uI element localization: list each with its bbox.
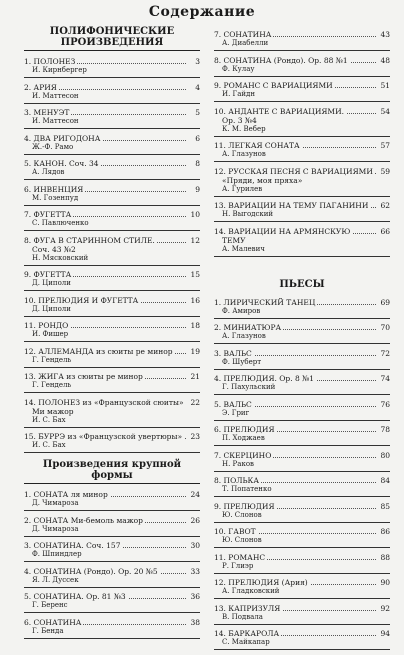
entry-divider bbox=[214, 101, 390, 102]
entry-title: 8. ФУГА В СТАРИННОМ СТИЛЕ. bbox=[24, 235, 155, 245]
entry-title-line bbox=[214, 81, 390, 90]
toc-entry bbox=[214, 527, 390, 548]
entry-page-number: 8 bbox=[195, 159, 200, 168]
entry-composer: Ф. Шуберт bbox=[222, 357, 262, 366]
entry-title: 9. ПРЕЛЮДИЯ bbox=[214, 501, 275, 511]
toc-entry bbox=[24, 490, 200, 511]
entry-page-number: 59 bbox=[380, 166, 390, 176]
toc-entry bbox=[214, 476, 390, 497]
entry-title-line bbox=[24, 270, 200, 279]
toc-entry bbox=[214, 30, 390, 51]
entry-title: 8. СОНАТИНА (Рондо). Op. 88 №1 bbox=[214, 55, 348, 65]
toc-entry bbox=[24, 210, 200, 231]
entry-page-number: 94 bbox=[380, 629, 390, 638]
entry-title: 5. СОНАТИНА. Ор. 81 №3 bbox=[24, 592, 126, 601]
entry-title-line bbox=[214, 502, 390, 511]
entry-title-line bbox=[214, 141, 390, 150]
entry-title-line bbox=[24, 296, 200, 305]
entry-divider bbox=[214, 50, 390, 51]
entry-composer: Г. Гендель bbox=[32, 355, 72, 364]
entry-title: 4. ПРЕЛЮДИЯ. Ор. 8 №1 bbox=[214, 374, 315, 383]
entry-divider bbox=[24, 452, 200, 453]
entry-title-line bbox=[214, 578, 390, 587]
entry-subtitle: Ор. 3 №4 bbox=[222, 115, 257, 125]
toc-entry bbox=[24, 618, 200, 639]
entry-title-line bbox=[214, 349, 390, 358]
entry-composer: И. Маттесон bbox=[32, 91, 79, 100]
entry-divider bbox=[24, 230, 200, 231]
entry-page-number: 3 bbox=[195, 57, 200, 66]
entry-page-number: 88 bbox=[380, 552, 390, 562]
entry-title-line bbox=[214, 629, 390, 638]
entry-title: 11. РОНДО bbox=[24, 321, 69, 330]
entry-title: 5. ВАЛЬС bbox=[214, 399, 252, 409]
entry-divider bbox=[24, 612, 200, 613]
section-heading-large-form: Произведения крупной формы bbox=[24, 459, 200, 484]
entry-divider bbox=[214, 445, 390, 446]
entry-divider bbox=[214, 196, 390, 197]
entry-composer: Г. Беренс bbox=[32, 601, 68, 609]
entry-title: 10. АНДАНТЕ С ВАРИАЦИЯМИ. bbox=[214, 106, 345, 116]
entry-composer: А. Малевич bbox=[222, 244, 265, 253]
entry-title-line bbox=[214, 604, 390, 613]
toc-entry bbox=[24, 83, 200, 104]
right-column bbox=[214, 30, 390, 655]
entry-composer: Д. Циполи bbox=[32, 304, 71, 313]
entry-title-line bbox=[214, 476, 390, 485]
entry-page-number: 72 bbox=[380, 348, 390, 358]
toc-entry bbox=[24, 270, 200, 291]
entry-divider bbox=[214, 161, 390, 162]
entry-title-line bbox=[24, 516, 200, 525]
page-title: Содержание bbox=[148, 4, 256, 20]
entry-page-number: 80 bbox=[380, 450, 390, 460]
toc-list-polyphonic bbox=[24, 57, 200, 453]
entry-title-line bbox=[24, 185, 200, 194]
toc-entry bbox=[214, 502, 390, 523]
toc-entry bbox=[214, 400, 390, 421]
toc-entry bbox=[24, 398, 200, 428]
entry-title: 6. СОНАТИНА bbox=[24, 617, 82, 627]
entry-composer: Д. Чимароза bbox=[32, 499, 79, 507]
entry-page-number: 38 bbox=[190, 617, 200, 627]
toc-entry bbox=[24, 321, 200, 342]
entry-divider bbox=[24, 341, 200, 342]
entry-composer: Ж.-Ф. Рамо bbox=[32, 142, 74, 151]
toc-entry bbox=[214, 81, 390, 102]
entry-divider bbox=[214, 649, 390, 650]
entry-title-line bbox=[24, 398, 200, 407]
entry-page-number: 78 bbox=[380, 425, 390, 434]
entry-page-number: 33 bbox=[190, 566, 200, 576]
entry-divider bbox=[214, 471, 390, 472]
entry-page-number: 21 bbox=[190, 372, 200, 381]
entry-title: 10. ГАВОТ bbox=[214, 527, 256, 536]
toc-entry bbox=[214, 141, 390, 162]
entry-subtitle: Ми мажор bbox=[32, 406, 74, 416]
entry-title-line bbox=[214, 167, 390, 176]
entry-title-line bbox=[214, 227, 390, 236]
entry-divider bbox=[214, 624, 390, 625]
toc-entry bbox=[24, 541, 200, 562]
toc-entry bbox=[214, 323, 390, 344]
entry-title: 10. ПРЕЛЮДИЯ И ФУГЕТТА bbox=[24, 295, 139, 305]
entry-divider bbox=[24, 392, 200, 393]
entry-title: 5. КАНОН. Соч. 34 bbox=[24, 159, 99, 168]
toc-entry bbox=[214, 553, 390, 574]
entry-page-number: 90 bbox=[380, 578, 390, 587]
entry-title: 7. СКЕРЦИНО bbox=[214, 450, 272, 460]
entry-title-line bbox=[214, 298, 390, 307]
entry-page-number: 26 bbox=[190, 515, 200, 525]
entry-title: 4. ДВА РИГОДОНА bbox=[24, 133, 101, 143]
entry-title: 3. ВАЛЬС bbox=[214, 348, 252, 358]
entry-divider bbox=[214, 318, 390, 319]
entry-composer: Р. Глиэр bbox=[222, 561, 254, 570]
entry-title: 14. ПОЛОНЕЗ из «Французской сюиты» bbox=[24, 397, 184, 407]
entry-divider bbox=[214, 136, 390, 137]
entry-composer: Д. Циполи bbox=[32, 279, 71, 287]
entry-subtitle: Соч. 43 №2 bbox=[32, 244, 76, 254]
toc-entry bbox=[24, 236, 200, 266]
entry-divider bbox=[24, 510, 200, 511]
toc-entry bbox=[24, 296, 200, 317]
entry-page-number: 76 bbox=[380, 399, 390, 409]
entry-composer: Д. Чимароза bbox=[32, 524, 79, 533]
toc-entry bbox=[24, 347, 200, 368]
entry-divider bbox=[24, 179, 200, 180]
entry-title-line bbox=[24, 347, 200, 356]
entry-divider bbox=[214, 547, 390, 548]
entry-composer: Г. Бенда bbox=[32, 626, 64, 635]
entry-title: 14. ВАРИАЦИИ НА АРМЯНСКУЮ bbox=[214, 226, 351, 236]
left-column bbox=[24, 24, 200, 643]
entry-composer: Н. Выгодский bbox=[222, 210, 274, 218]
entry-page-number: 66 bbox=[380, 226, 390, 236]
entry-title-line bbox=[24, 134, 200, 143]
entry-title: 15. БУРРЭ из «Французской увертюры» bbox=[24, 432, 183, 441]
entry-title: 2. СОНАТА Ми-бемоль мажор bbox=[24, 515, 143, 525]
entry-page-number: 57 bbox=[380, 141, 390, 150]
entry-title-line bbox=[24, 372, 200, 381]
entry-divider bbox=[24, 128, 200, 129]
entry-divider bbox=[214, 598, 390, 599]
entry-composer: Ф. Шпиндлер bbox=[32, 550, 82, 558]
toc-entry bbox=[24, 134, 200, 155]
toc-entry bbox=[214, 201, 390, 222]
entry-title: 14. БАРКАРОЛА bbox=[214, 629, 280, 638]
entry-title-line bbox=[24, 236, 200, 245]
entry-composer: Э. Григ bbox=[222, 408, 250, 417]
entry-page-number: 10 bbox=[190, 210, 200, 219]
toc-entry bbox=[214, 167, 390, 197]
entry-page-number: 86 bbox=[380, 527, 390, 536]
entry-title-line bbox=[24, 83, 200, 92]
entry-page-number: 30 bbox=[190, 541, 200, 550]
toc-entry bbox=[214, 227, 390, 257]
entry-title: 4. СОНАТИНА (Рондо). Op. 20 №5 bbox=[24, 566, 158, 576]
entry-composer: Ф. Амиров bbox=[222, 306, 261, 315]
entry-title: 12. АЛЛЕМАНДА из сюиты ре минор bbox=[24, 346, 173, 356]
entry-subtitle: ТЕМУ bbox=[222, 235, 246, 245]
entry-title: 13. ЖИГА из сюиты ре минор bbox=[24, 372, 143, 381]
section-heading-polyphonic: ПОЛИФОНИЧЕСКИЕ ПРОИЗВЕДЕНИЯ bbox=[24, 26, 200, 51]
entry-divider bbox=[214, 369, 390, 370]
entry-page-number: 62 bbox=[380, 201, 390, 210]
entry-divider bbox=[214, 256, 390, 257]
entry-title-line bbox=[24, 490, 200, 499]
entry-page-number: 4 bbox=[195, 82, 200, 92]
toc-entry bbox=[24, 185, 200, 206]
entry-page-number: 69 bbox=[380, 297, 390, 307]
entry-page-number: 16 bbox=[190, 295, 200, 305]
entry-page-number: 70 bbox=[380, 323, 390, 332]
entry-divider bbox=[214, 573, 390, 574]
entry-title-line bbox=[214, 30, 390, 39]
entry-title-line bbox=[214, 201, 390, 210]
entry-title-line bbox=[24, 210, 200, 219]
entry-page-number: 15 bbox=[190, 270, 200, 279]
entry-page-number: 18 bbox=[190, 321, 200, 330]
toc-entry bbox=[214, 374, 390, 395]
entry-divider bbox=[24, 587, 200, 588]
section-heading-pieces: ПЬЕСЫ bbox=[279, 278, 325, 290]
toc-entry bbox=[24, 372, 200, 393]
entry-title: 8. ПОЛЬКА bbox=[214, 476, 260, 485]
entry-title-line bbox=[214, 107, 390, 116]
entry-title-line bbox=[214, 527, 390, 536]
entry-title-line bbox=[24, 432, 200, 441]
entry-page-number: 43 bbox=[380, 30, 390, 39]
entry-title: 12. РУССКАЯ ПЕСНЯ С ВАРИАЦИЯМИ bbox=[214, 166, 373, 176]
entry-page-number: 84 bbox=[380, 476, 390, 485]
entry-title-line bbox=[214, 323, 390, 332]
entry-composer: А. Гладковский bbox=[222, 587, 280, 595]
entry-page-number: 92 bbox=[380, 603, 390, 613]
entry-page-number: 51 bbox=[380, 81, 390, 90]
toc-entry bbox=[214, 629, 390, 650]
entry-title-line bbox=[214, 425, 390, 434]
entry-composer: А. Лядов bbox=[32, 168, 65, 176]
toc-entry bbox=[214, 349, 390, 370]
toc-list-large-form-cont bbox=[214, 30, 390, 257]
entry-divider bbox=[24, 638, 200, 639]
entry-title: 6. ПРЕЛЮДИЯ bbox=[214, 425, 275, 434]
entry-composer: А. Глазунов bbox=[222, 332, 266, 340]
entry-page-number: 19 bbox=[190, 346, 200, 356]
entry-title: 1. ЛИРИЧЕСКИЙ ТАНЕЦ bbox=[214, 297, 316, 307]
entry-page-number: 22 bbox=[190, 397, 200, 407]
entry-title: 2. АРИЯ bbox=[24, 82, 57, 92]
toc-entry bbox=[24, 567, 200, 588]
entry-subtitle: «Пряди, моя пряха» bbox=[222, 175, 303, 185]
entry-composer: М. Гозенпуд bbox=[32, 193, 79, 202]
entry-title: 1. ПОЛОНЕЗ bbox=[24, 57, 76, 66]
entry-page-number: 23 bbox=[190, 432, 200, 441]
toc-entry bbox=[214, 578, 390, 599]
entry-composer: Н. Раков bbox=[222, 459, 254, 468]
entry-title-line bbox=[24, 618, 200, 627]
entry-composer: А. Диабелли bbox=[222, 39, 269, 47]
entry-composer: Ю. Слонов bbox=[222, 536, 262, 544]
entry-composer: В. Подвала bbox=[222, 612, 263, 621]
entry-composer: А. Гурилев bbox=[222, 184, 263, 193]
entry-composer: Г. Гендель bbox=[32, 381, 72, 389]
toc-entry bbox=[24, 592, 200, 613]
entry-page-number: 12 bbox=[190, 235, 200, 245]
entry-title: 7. ФУГЕТТА bbox=[24, 210, 72, 219]
toc-entry bbox=[24, 159, 200, 180]
toc-entry bbox=[214, 451, 390, 472]
toc-list-pieces bbox=[214, 298, 390, 651]
entry-page-number: 6 bbox=[195, 133, 200, 143]
entry-composer: С. Майкапар bbox=[222, 638, 270, 646]
entry-divider bbox=[24, 427, 200, 428]
entry-page-number: 5 bbox=[195, 108, 200, 117]
entry-divider bbox=[24, 77, 200, 78]
entry-divider bbox=[214, 496, 390, 497]
entry-divider bbox=[24, 367, 200, 368]
entry-divider bbox=[214, 343, 390, 344]
entry-composer: П. Ходжаев bbox=[222, 434, 265, 442]
entry-title-line bbox=[24, 567, 200, 576]
entry-title: 7. СОНАТИНА bbox=[214, 30, 272, 39]
entry-composer: И. Кирнбергер bbox=[32, 66, 87, 74]
toc-entry bbox=[214, 298, 390, 319]
entry-title-line bbox=[24, 159, 200, 168]
entry-title: 3. СОНАТИНА. Соч. 157 bbox=[24, 541, 121, 550]
toc-entry bbox=[214, 56, 390, 77]
entry-title-line bbox=[214, 451, 390, 460]
entry-title: 2. МИНИАТЮРА bbox=[214, 323, 282, 332]
entry-title: 11. РОМАНС bbox=[214, 552, 266, 562]
entry-divider bbox=[24, 316, 200, 317]
entry-composer: Н. Мясковский bbox=[32, 253, 89, 262]
entry-title: 13. КАПРИЗУЛЯ bbox=[214, 603, 281, 613]
entry-composer: Т. Попатенко bbox=[222, 485, 272, 493]
entry-divider bbox=[214, 76, 390, 77]
entry-title: 6. ИНВЕНЦИЯ bbox=[24, 184, 84, 194]
entry-title-line bbox=[24, 592, 200, 601]
entry-title: 3. МЕНУЭТ bbox=[24, 108, 70, 117]
entry-divider bbox=[24, 290, 200, 291]
toc-entry bbox=[24, 57, 200, 78]
entry-title-line bbox=[214, 553, 390, 562]
entry-divider bbox=[214, 522, 390, 523]
entry-title-line bbox=[214, 374, 390, 383]
entry-composer: И. Фишер bbox=[32, 330, 69, 338]
entry-composer: Ю. Слонов bbox=[222, 510, 262, 519]
entry-title-line bbox=[24, 541, 200, 550]
entry-title: 13. ВАРИАЦИИ НА ТЕМУ ПАГАНИНИ bbox=[214, 201, 369, 210]
toc-entry bbox=[24, 432, 200, 453]
entry-title-line bbox=[24, 108, 200, 117]
entry-divider bbox=[24, 536, 200, 537]
entry-divider bbox=[214, 420, 390, 421]
entry-divider bbox=[24, 265, 200, 266]
entry-page-number: 54 bbox=[380, 106, 390, 116]
entry-divider bbox=[24, 561, 200, 562]
entry-composer: С. Павлюченко bbox=[32, 219, 89, 227]
entry-page-number: 85 bbox=[380, 501, 390, 511]
entry-composer: И. С. Бах bbox=[32, 415, 66, 424]
entry-composer: Ф. Кулау bbox=[222, 64, 255, 73]
toc-list-large-form bbox=[24, 490, 200, 639]
entry-divider bbox=[24, 205, 200, 206]
entry-title-line bbox=[214, 400, 390, 409]
toc-entry bbox=[214, 107, 390, 137]
entry-divider bbox=[24, 103, 200, 104]
entry-divider bbox=[214, 221, 390, 222]
entry-title: 12. ПРЕЛЮДИЯ (Ария) bbox=[214, 578, 308, 587]
entry-title-line bbox=[24, 321, 200, 330]
entry-divider bbox=[214, 394, 390, 395]
toc-entry bbox=[24, 516, 200, 537]
entry-composer: К. М. Вебер bbox=[222, 124, 266, 133]
entry-composer: А. Глазунов bbox=[222, 150, 266, 158]
toc-entry bbox=[24, 108, 200, 129]
entry-title-line bbox=[214, 56, 390, 65]
entry-composer: Г. Пахульский bbox=[222, 383, 276, 391]
entry-title: 11. ЛЕГКАЯ СОНАТА bbox=[214, 141, 300, 150]
entry-page-number: 9 bbox=[195, 184, 200, 194]
entry-title: 9. ФУГЕТТА bbox=[24, 270, 72, 279]
toc-entry bbox=[214, 425, 390, 446]
entry-composer: И. С. Бах bbox=[32, 441, 66, 449]
entry-page-number: 24 bbox=[190, 490, 200, 499]
entry-title-line bbox=[24, 57, 200, 66]
entry-title: 1. СОНАТА ля минор bbox=[24, 490, 108, 499]
entry-composer: Я. Л. Дуссек bbox=[32, 575, 79, 584]
entry-divider bbox=[24, 154, 200, 155]
entry-composer: И. Маттесон bbox=[32, 117, 79, 125]
entry-page-number: 36 bbox=[190, 592, 200, 601]
entry-title: 9. РОМАНС С ВАРИАЦИЯМИ bbox=[214, 81, 333, 90]
entry-page-number: 74 bbox=[380, 374, 390, 383]
entry-composer: Й. Гайдн bbox=[222, 90, 256, 98]
entry-page-number: 48 bbox=[380, 55, 390, 65]
toc-entry bbox=[214, 604, 390, 625]
